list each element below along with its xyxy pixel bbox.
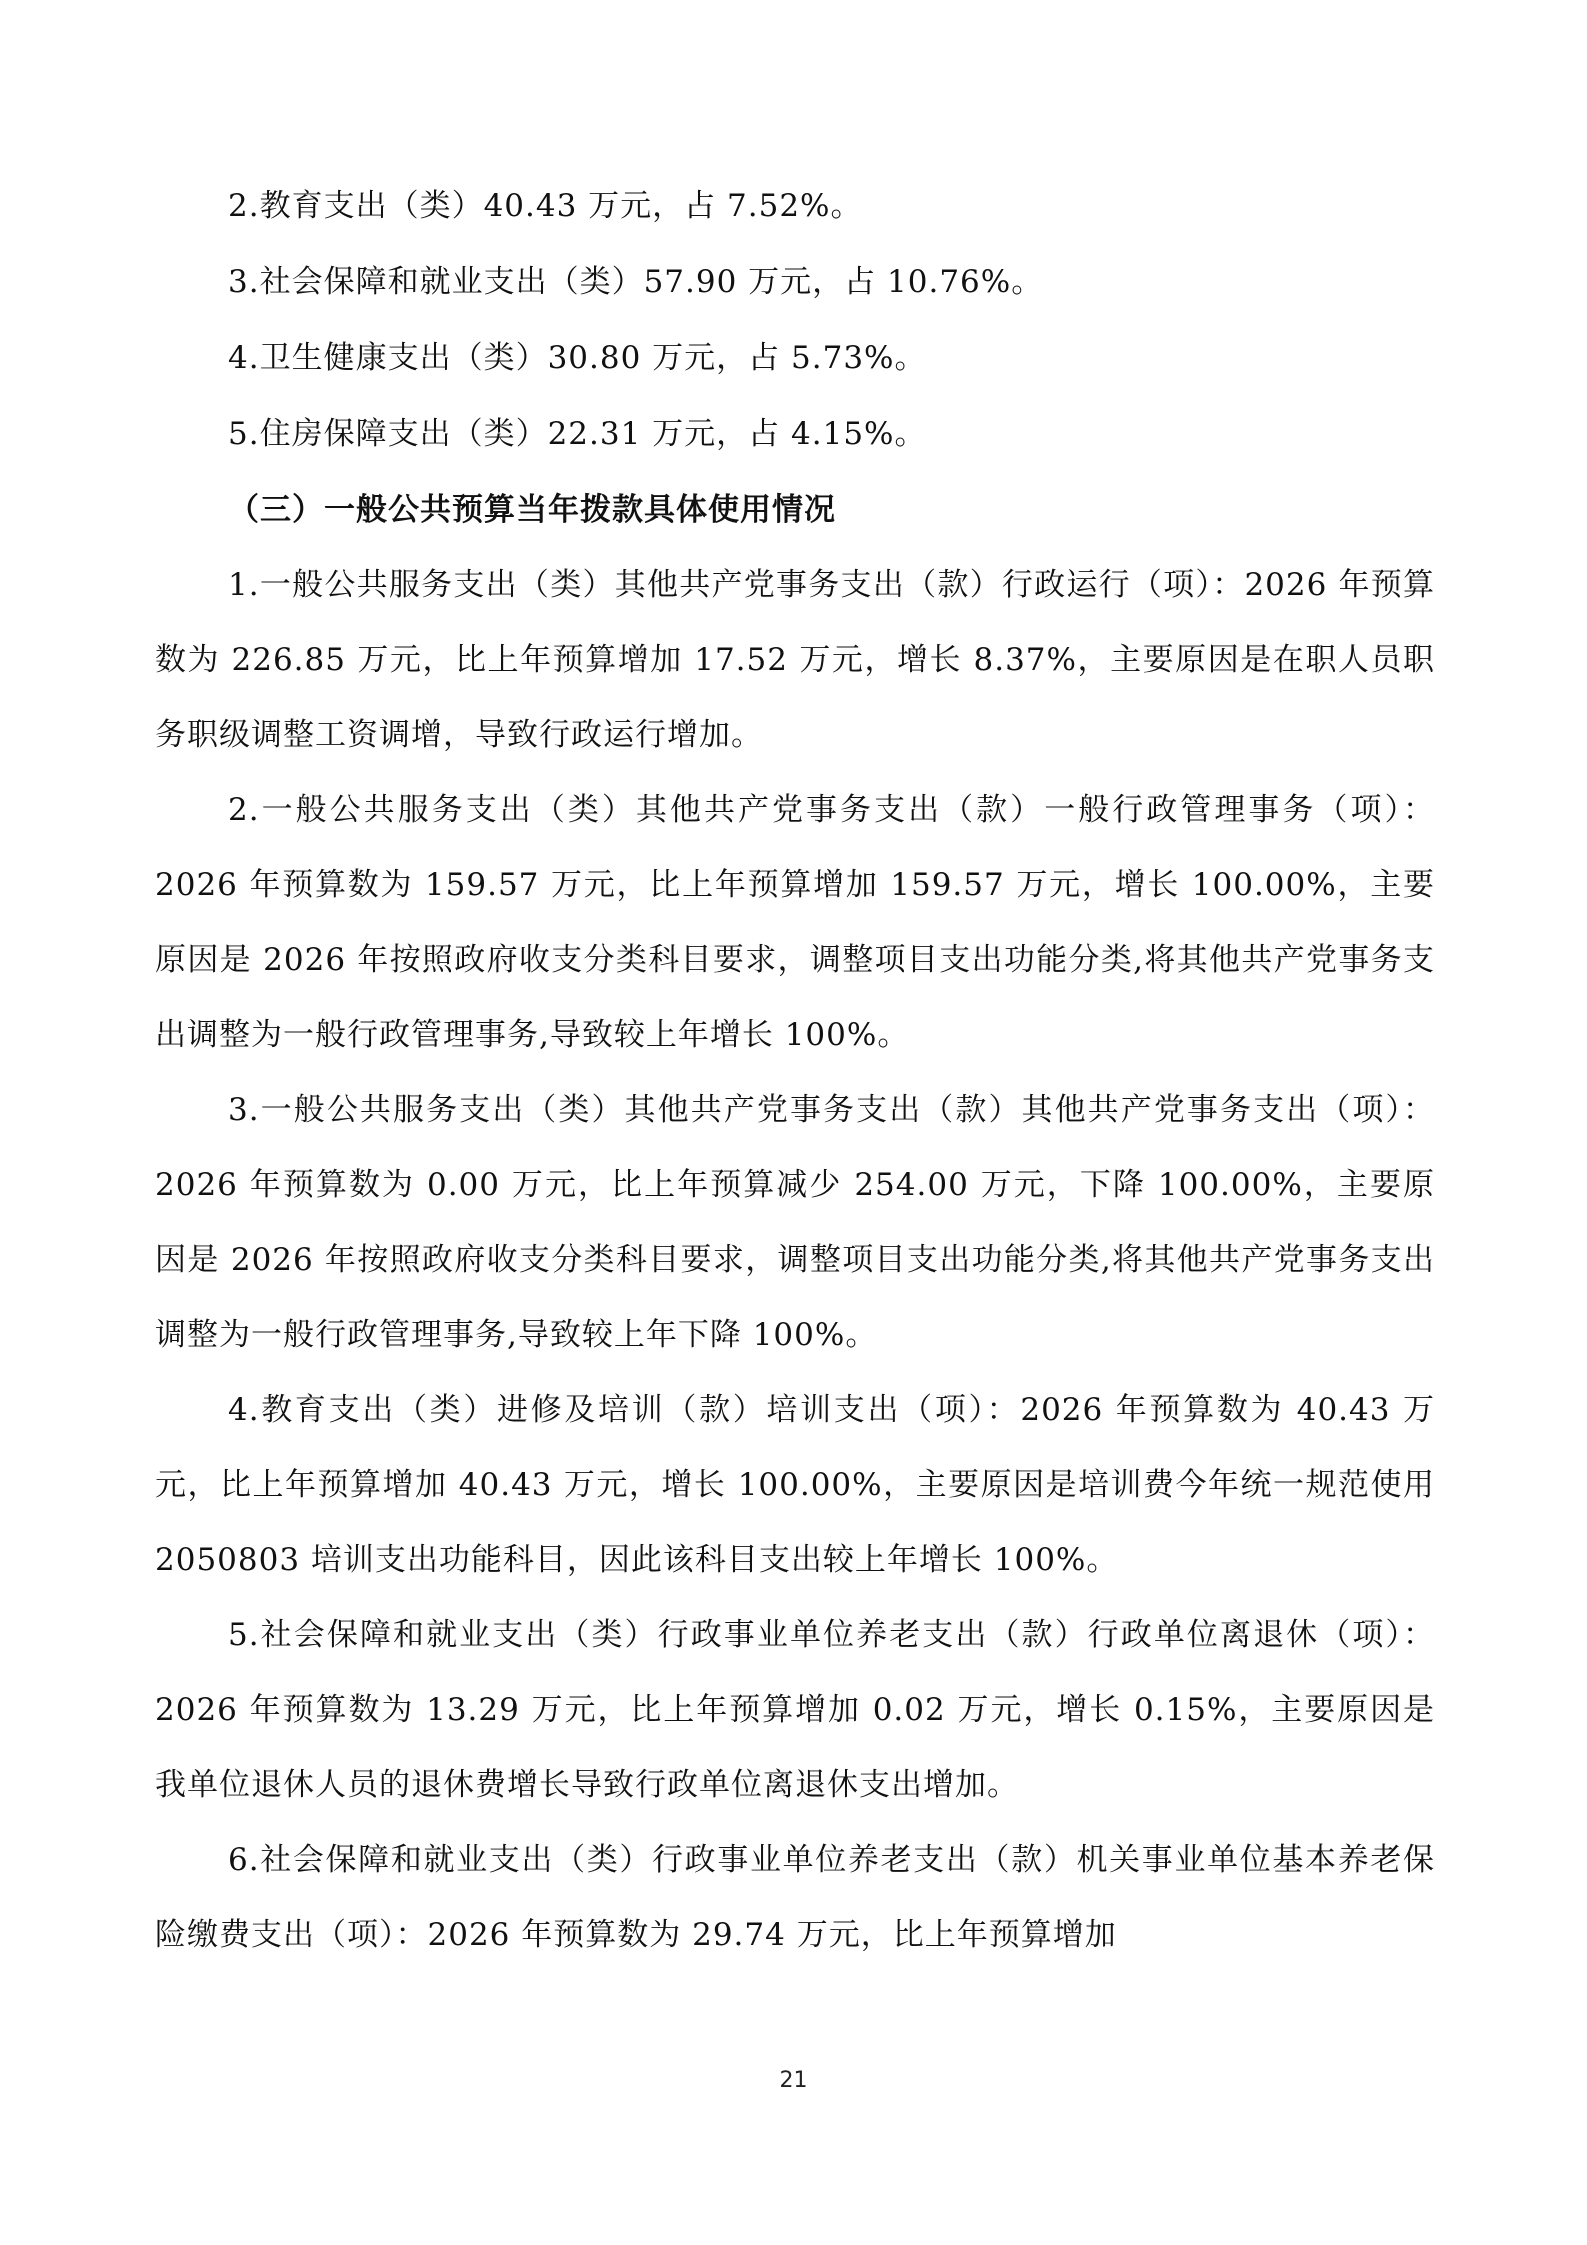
paragraph-training-expenditure: 4.教育支出（类）进修及培训（款）培训支出（项）：2026 年预算数为 40.43 万元，比上年预算增加 40.43 万元，增长 100.00%，主要原因是培训费今年统一规范使用 2050803 培训支出功能科目，因此该科目支出较上年增长 100%。 — [155, 1392, 1435, 1578]
summary-item-housing: 5.住房保障支出（类）22.31 万元，占 4.15%。 — [228, 416, 927, 452]
paragraph-administrative-operation: 1.一般公共服务支出（类）其他共产党事务支出（款）行政运行（项）：2026 年预算数为 226.85 万元，比上年预算增加 17.52 万元，增长 8.37%，主要原因是在职人员职务职级调整工资调增，导致行政运行增加。 — [155, 567, 1435, 753]
paragraph-other-party-affairs: 3.一般公共服务支出（类）其他共产党事务支出（款）其他共产党事务支出（项）：2026 年预算数为 0.00 万元，比上年预算减少 254.00 万元，下降 100.00%，主要原因是 2026 年按照政府收支分类科目要求，调整项目支出功能分类,将其他共产党事务支出调整为一般行政管理事务,导致较上年下降 100%。 — [155, 1092, 1435, 1353]
summary-item-education: 2.教育支出（类）40.43 万元，占 7.52%。 — [228, 188, 863, 224]
summary-item-health: 4.卫生健康支出（类）30.80 万元，占 5.73%。 — [228, 340, 927, 376]
summary-item-social-security: 3.社会保障和就业支出（类）57.90 万元，占 10.76%。 — [228, 264, 1044, 300]
page-number: 21 — [779, 2068, 808, 2093]
paragraph-pension-insurance: 6.社会保障和就业支出（类）行政事业单位养老支出（款）机关事业单位基本养老保险缴费支出（项）：2026 年预算数为 29.74 万元，比上年预算增加 — [155, 1842, 1435, 1953]
page-content — [155, 168, 1435, 1973]
section-heading: （三）一般公共预算当年拨款具体使用情况 — [228, 492, 836, 528]
paragraph-administrative-retirement: 5.社会保障和就业支出（类）行政事业单位养老支出（款）行政单位离退休（项）：2026 年预算数为 13.29 万元，比上年预算增加 0.02 万元，增长 0.15%，主要原因是我单位退休人员的退休费增长导致行政单位离退休支出增加。 — [155, 1617, 1435, 1803]
paragraph-general-administration: 2.一般公共服务支出（类）其他共产党事务支出（款）一般行政管理事务（项）：2026 年预算数为 159.57 万元，比上年预算增加 159.57 万元，增长 100.00%，主要原因是 2026 年按照政府收支分类科目要求，调整项目支出功能分类,将其他共产党事务支出调整为一般行政管理事务,导致较上年增长 100%。 — [155, 792, 1435, 1053]
